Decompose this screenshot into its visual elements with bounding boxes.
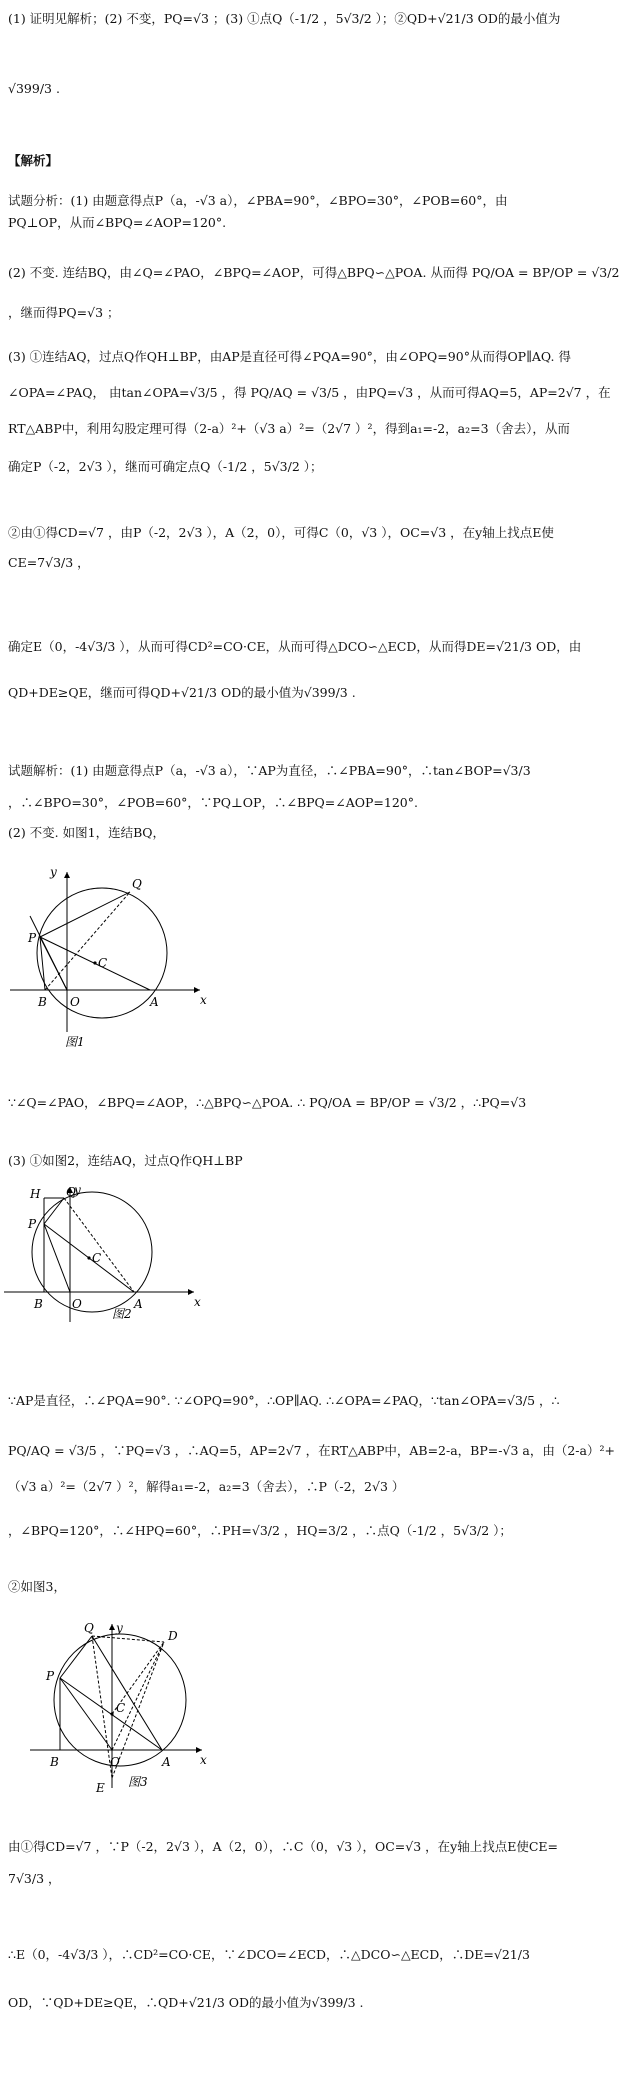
label-o: O: [72, 1297, 82, 1311]
solution-s3: ∵∠Q=∠PAO，∠BPQ=∠AOP，∴△BPQ∽△POA. ∴ PQ/OA = BP/OP = √3/2 ，∴PQ=√3: [8, 1095, 527, 1110]
label-b: B: [38, 995, 47, 1009]
figure-3: [30, 1618, 230, 1803]
segment-od-dashed: [112, 1642, 164, 1750]
analysis-heading: 【解析】: [8, 153, 59, 168]
answer-line-1: (1) 证明见解析；(2) 不变，PQ=√3 ；(3) ①点Q（-1/2 ，5√3/2 ）；②QD+√21/3 OD的最小值为: [8, 11, 561, 26]
label-c: C: [92, 1251, 102, 1265]
analysis-p3-line2: ∠OPA=∠PAQ， 由tan∠OPA=√3/5 ，得 PQ/AQ = √3/5 ，由PQ=√3 ，从而可得AQ=5，AP=2√7 ，在: [8, 385, 611, 400]
label-y: y: [74, 1183, 81, 1197]
analysis-p4-line2: CE=7√3/3 ，: [8, 555, 90, 570]
analysis-p2-line1: (2) 不变. 连结BQ，由∠Q=∠PAO，∠BPQ=∠AOP，可得△BPQ∽△POA. 从而得 PQ/OA = BP/OP = √3/2: [8, 265, 620, 280]
analysis-p2-line2: ，继而得PQ=√3 ；: [8, 305, 120, 320]
label-y: y: [50, 865, 57, 879]
solution-s5-line4: ，∠BPQ=120°，∴∠HPQ=60°，∴PH=√3/2 ，HQ=3/2 ，∴点Q（-1/2 ，5√3/2 ）；: [8, 1523, 512, 1538]
label-a: A: [134, 1297, 143, 1311]
analysis-p4-line1: ②由①得CD=√7 ，由P（-2，2√3 ），A（2，0），可得C（0，√3 ），OC=√3 ，在y轴上找点E使: [8, 525, 554, 540]
solution-s1-line1: 试题解析：(1) 由题意得点P（a，-√3 a），∵AP为直径，∴∠PBA=90°，∴tan∠BOP=√3/3: [8, 763, 531, 778]
label-o: O: [70, 995, 80, 1009]
analysis-p3-line1: (3) ①连结AQ，过点Q作QH⊥BP，由AP是直径可得∠PQA=90°，由∠OPQ=90°从而得OP∥AQ. 得: [8, 349, 571, 364]
center-point: [110, 1712, 113, 1715]
segment-po: [60, 1678, 112, 1750]
solution-s1-line2: ，∴∠BPO=30°，∠POB=60°，∵PQ⊥OP，∴∠BPQ=∠AOP=120°.: [8, 795, 418, 810]
label-e: E: [96, 1781, 105, 1795]
analysis-p1-line2: PQ⊥OP，从而∠BPQ=∠AOP=120°.: [8, 215, 227, 230]
figure-1-svg: [10, 862, 210, 1057]
y-axis-arrow: [109, 1624, 115, 1630]
label-q: Q: [132, 877, 142, 891]
center-point: [87, 1256, 90, 1259]
figure-2: [4, 1182, 204, 1352]
analysis-p1-line1: 试题分析：(1) 由题意得点P（a，-√3 a），∠PBA=90°，∠BPO=30°，∠POB=60°，由: [8, 193, 508, 208]
solution-s5-line1: ∵AP是直径，∴∠PQA=90°. ∵∠OPQ=90°，∴OP∥AQ. ∴∠OPA=∠PAQ，∵tan∠OPA=√3/5 ，∴: [8, 1393, 560, 1408]
segment-qa-dashed: [64, 1198, 134, 1292]
label-o: O: [110, 1755, 120, 1769]
segment-pq: [44, 1198, 64, 1224]
label-a: A: [150, 995, 159, 1009]
label-d: D: [168, 1629, 178, 1643]
segment-qd-dashed: [92, 1636, 164, 1642]
analysis-p5-line2: QD+DE≥QE，继而可得QD+√21/3 OD的最小值为√399/3 .: [8, 685, 356, 700]
solution-s6: ②如图3，: [8, 1579, 66, 1594]
figure-1: [10, 862, 210, 1057]
solution-s7-line1: 由①得CD=√7 ，∵P（-2，2√3 ），A（2，0），∴C（0，√3 ），OC=√3 ，在y轴上找点E使CE=: [8, 1839, 559, 1854]
label-q: Q: [84, 1621, 94, 1635]
label-p: P: [28, 931, 37, 945]
solution-s5-line2: PQ/AQ = √3/5 ，∵PQ=√3 ，∴AQ=5，AP=2√7 ，在RT△ABP中，AB=2-a，BP=-√3 a，由（2-a）²+: [8, 1443, 615, 1458]
figure-1-caption: 图1: [65, 1035, 85, 1049]
label-b: B: [34, 1297, 43, 1311]
y-axis-arrow: [64, 872, 70, 878]
analysis-p3-line3: RT△ABP中，利用勾股定理可得（2-a）²+（√3 a）²=（2√7 ）²，得到a₁=-2，a₂=3（舍去），从而: [8, 421, 570, 436]
solution-s2: (2) 不变. 如图1，连结BQ，: [8, 825, 166, 840]
solution-s4: (3) ①如图2，连结AQ，过点Q作QH⊥BP: [8, 1153, 243, 1168]
solution-s8-line2: OD，∵QD+DE≥QE，∴QD+√21/3 OD的最小值为√399/3 .: [8, 1995, 364, 2010]
circle: [37, 888, 167, 1018]
segment-pq: [60, 1636, 92, 1678]
circle: [54, 1634, 186, 1766]
label-x: x: [194, 1295, 201, 1309]
label-a: A: [162, 1755, 171, 1769]
solution-s7-line2: 7√3/3 ，: [8, 1871, 61, 1886]
label-c: C: [116, 1701, 126, 1715]
analysis-p5-line1: 确定E（0，-4√3/3 ），从而可得CD²=CO·CE，从而可得△DCO∽△ECD，从而得DE=√21/3 OD，由: [8, 639, 582, 654]
label-p: P: [28, 1217, 37, 1231]
label-y: y: [116, 1621, 123, 1635]
segment-qe-dashed: [92, 1636, 112, 1778]
analysis-p3-line4: 确定P（-2，2√3 ），继而可确定点Q（-1/2 ，5√3/2 ）；: [8, 459, 323, 474]
label-q: Q: [66, 1185, 76, 1199]
figure-2-caption: 图2: [112, 1307, 132, 1321]
figure-3-caption: 图3: [128, 1775, 148, 1789]
line-op-extended: [30, 916, 67, 990]
label-x: x: [200, 993, 207, 1007]
segment-pq: [40, 892, 130, 937]
label-c: C: [98, 956, 108, 970]
answer-line-2: √399/3 .: [8, 81, 60, 96]
center-point: [93, 961, 96, 964]
solution-s8-line1: ∴E（0，-4√3/3 ），∴CD²=CO·CE，∵∠DCO=∠ECD，∴△DCO∽△ECD，∴DE=√21/3: [8, 1947, 530, 1962]
label-x: x: [200, 1753, 207, 1767]
label-p: P: [46, 1669, 55, 1683]
segment-bq-dashed: [45, 892, 130, 990]
figure-3-svg: [30, 1618, 230, 1803]
figure-2-svg: [4, 1182, 204, 1352]
solution-s5-line3: （√3 a）²=（2√7 ）²，解得a₁=-2，a₂=3（舍去），∴P（-2，2√3 ）: [8, 1479, 405, 1494]
label-b: B: [50, 1755, 59, 1769]
label-h: H: [30, 1187, 41, 1201]
